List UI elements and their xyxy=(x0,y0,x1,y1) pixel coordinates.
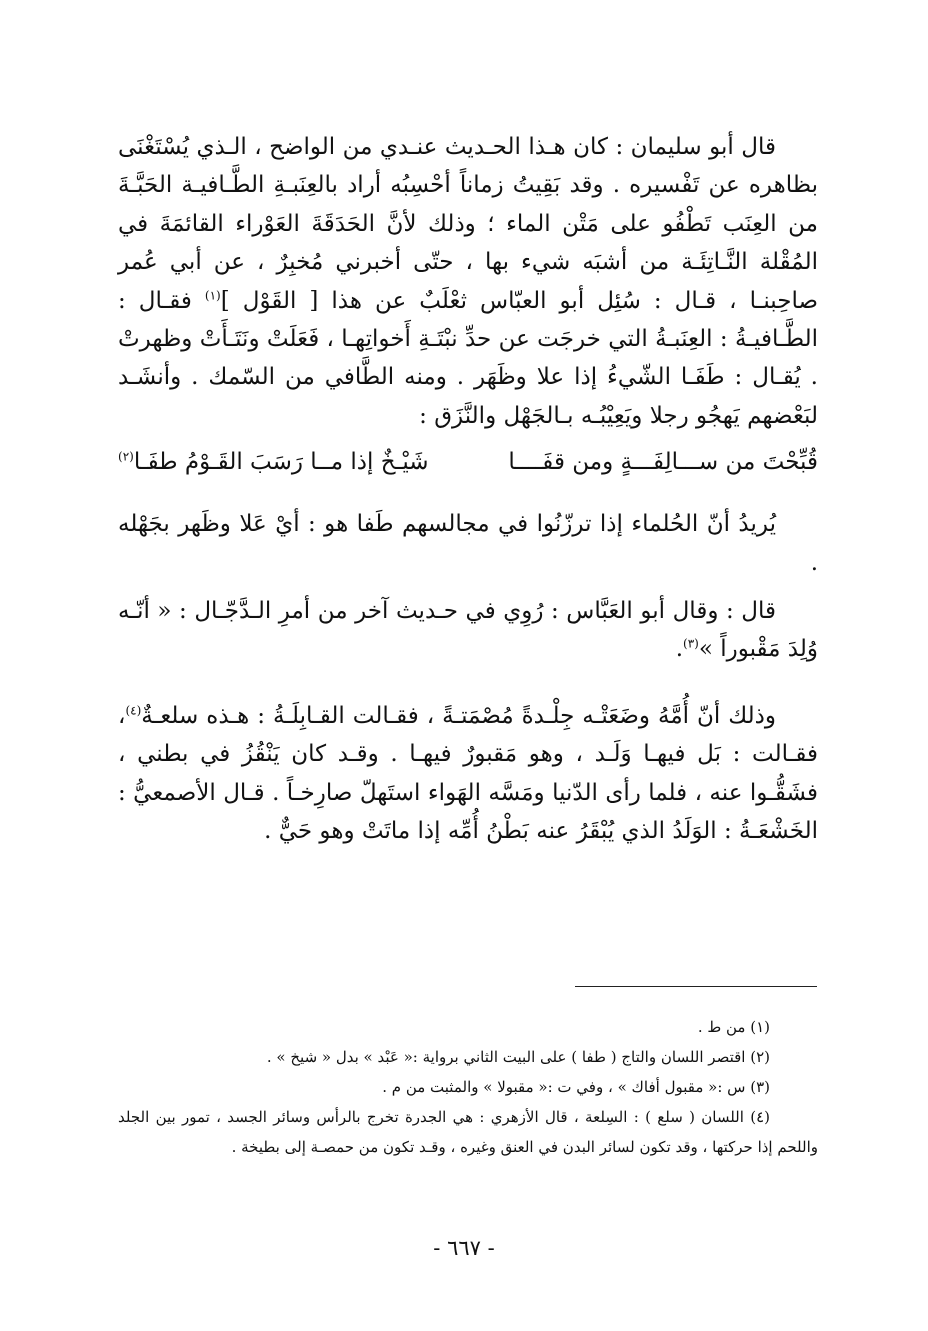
paragraph-1 xyxy=(118,128,818,435)
paragraph-4-text: وذلك أنّ أُمَّهُ وضَعَتْـه جِلْـدةً مُصْمَتـةً ، فقـالت القـابِلَـةُ : هـذه سلعـةٌ xyxy=(141,702,776,729)
paragraph-3-text: قال : وقال أبو العَبَّاس : رُوِي في حـديث آخر من أمرِ الـدَّجّـال : « أنّـه وُلِدَ مَقْبوراً » xyxy=(118,598,818,663)
verse-first-text: قُبِّحْتَ من ســـالِفَـــةٍ ومن قفَــــا xyxy=(508,449,818,476)
verse-second-hemistich xyxy=(118,443,429,481)
footnotes xyxy=(118,1012,818,1162)
verse-second-text: شَيْـخٌ إذا مــا رَسَبَ القَـوْمُ طفَـا xyxy=(133,449,429,476)
paragraph-3 xyxy=(118,592,818,669)
footnote-1: (١) من ط . xyxy=(697,1018,770,1036)
verse-first-hemistich xyxy=(508,443,818,481)
main-text xyxy=(118,128,818,851)
footnote-3: (٣) س :« مقبول أفاك » ، وفي ت :« مقبولا » والمثبت من م . xyxy=(382,1078,770,1096)
paragraph-1-text: قال أبو سليمان : كان هـذا الحـديث عنـدي من الواضح ، الـذي يُسْتَغْنَى بظاهره عن تَفْسيره . وقد بَقِيتُ زماناً أحْسِبُه أراد بالعِنَبـةِ الطَّـافيـة الحَبَّـةَ من العِنَب تَطْفُو على مَتْن الماء ؛ وذلك لأنَّ الحَدَقَةَ العَوْراء القائمَةَ في المُقْلة النَّـاتِئَـة من أشبَه شيء بها ، حتّى أخبرني مُخبِرٌ ، عن أبي عُمر صاحِبنـا ، قـال : سُئِل أبو العبّاس ثعْلَبٌ عن هذا [ القَوْل ] xyxy=(118,134,818,314)
footnote-separator xyxy=(575,986,817,987)
footnote-marker-4: (٤) xyxy=(125,703,142,718)
paragraph-1-continuation: فقـال : الطَّـافيـةُ : العِنَبـةُ التي خرجَت عن حدِّ نبْتَـةِ أَخواتِهـا ، فَعَلَتْ ونَتَـأَتْ وظهرتْ . يُقـال : طَفَـا الشّيءُ إذا علا وظَهَر . ومنه الطَّافي من السّمك . وأنشَـد لبَعْضهم يَهجُو رجلا ويَعِيْبُـه بـالجَهْل والنَّزَق : xyxy=(118,287,818,429)
footnote-marker-2: (٢) xyxy=(118,449,134,464)
poetry-verse xyxy=(118,443,818,481)
footnote-2: (٢) اقتصر اللسان والتاج ( طفا ) على البيت الثاني برواية :« عَبْد » بدل « شيخ » . xyxy=(266,1048,770,1066)
paragraph-4 xyxy=(118,697,818,851)
footnote-marker-3: (٣) xyxy=(683,636,699,651)
page-number: - ٦٦٧ - xyxy=(433,1236,495,1260)
paragraph-3-end: . xyxy=(675,636,684,663)
paragraph-4-continuation: ، فقـالت : بَل فيهـا وَلَـد ، وهو مَقبورٌ فيهـا . وقـد كان يَنْقُزُ في بطني ، فشَقُّـوا عنه ، فلما رأى الدّنيا ومَسَّه الهَواء استَهلّ صارِخـاً . قـال الأصمعيُّ : الخَشْعَـةُ : الوَلَدُ الذي يُبْقَرُ عنه بَطْنُ أُمِّه إذا ماتَتْ وهو حَيٌّ . xyxy=(118,702,818,845)
footnote-4: (٤) اللسان ( سلع ) : السِلعة ، قال الأزهري : هي الجدرة تخرج بالرأس وسائر الجسد ، تمور بين الجلد واللحم إذا حركتها ، وقد تكون لسائر البدن في العنق وغيره ، وقـد تكون من حمصـة إلى بطيخة . xyxy=(118,1108,818,1156)
footnote-marker-1: (١) xyxy=(204,287,221,302)
paragraph-2: يُريدُ أنّ الحُلماء إذا ترزّنُوا في مجالسهم طَفا هو : أيْ عَلا وظَهر بجَهْله . xyxy=(118,511,818,576)
